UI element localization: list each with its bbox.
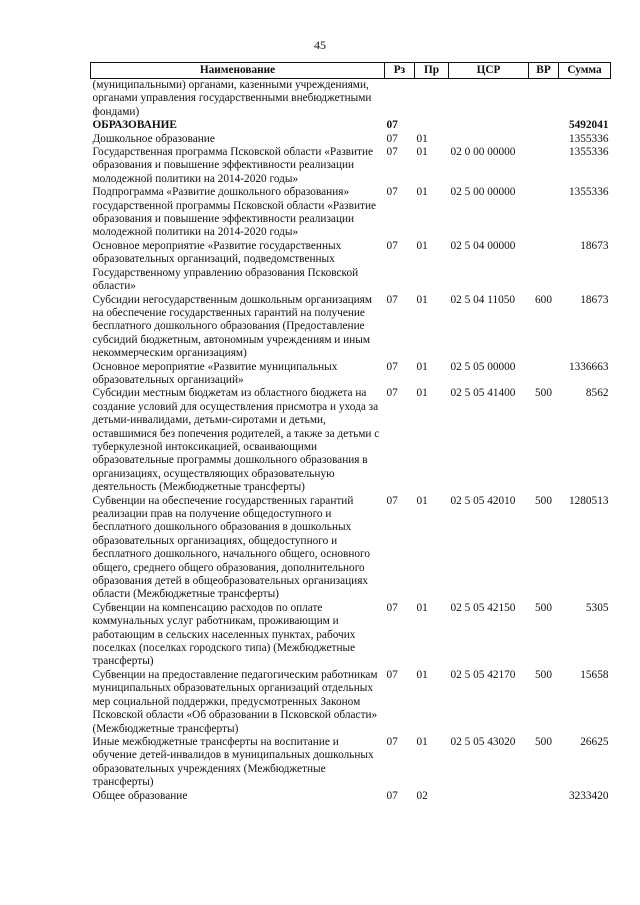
cell-name: (муниципальными) органами, казенными учреждениями, органами управления государственными внебюджетными фондами) [92, 79, 372, 118]
table-row [91, 146, 611, 186]
cell-rz: 07 [386, 132, 398, 145]
cell-sum: 5305 [585, 601, 609, 614]
cell-sum: 5492041 [568, 119, 609, 132]
cell-rz: 07 [386, 735, 398, 748]
cell-pr: 01 [416, 132, 428, 145]
table-row [91, 294, 611, 361]
cell-sum: 18673 [580, 293, 609, 306]
cell-csr [449, 79, 529, 120]
cell-rz: 07 [386, 360, 398, 373]
cell-sum: 1355336 [568, 146, 609, 159]
cell-vr [529, 361, 559, 388]
table-row [91, 361, 611, 388]
cell-csr: 02 5 05 42170 [450, 668, 516, 681]
cell-name: Подпрограмма «Развитие дошкольного образования» государственной программы Псковской области «Развитие образования и повышение эффективности реализации молодежной политики на 2014-2020 годы» [92, 186, 377, 239]
cell-pr: 01 [416, 387, 428, 400]
cell-csr: 02 0 00 00000 [450, 146, 516, 159]
cell-name: Основное мероприятие «Развитие государственных образовательных организаций, подведомственных Государственному управлению образования Псковской области» [92, 239, 359, 293]
cell-pr: 01 [416, 494, 428, 507]
cell-csr [449, 119, 529, 132]
header-pr: Пр [415, 63, 449, 79]
cell-vr: 500 [535, 387, 552, 400]
cell-pr: 01 [416, 735, 428, 748]
table-body [91, 79, 611, 803]
cell-sum [559, 79, 611, 120]
cell-name: Общее образование [92, 789, 188, 802]
cell-pr: 02 [416, 789, 428, 802]
cell-rz: 07 [386, 789, 398, 802]
cell-pr: 01 [416, 239, 428, 252]
cell-sum: 3233420 [568, 789, 609, 802]
cell-csr: 02 5 05 00000 [450, 360, 516, 373]
cell-sum: 15658 [580, 668, 609, 681]
cell-name: Субсидии негосударственным дошкольным организациям на обеспечение государственных гарантий на получение бесплатного дошкольного образования (Предоставление субсидий бюджетным, автономным учреждениям и иным некоммерческим организациям) [92, 293, 373, 360]
table-row [91, 736, 611, 790]
cell-pr: 01 [416, 293, 428, 306]
budget-table [90, 62, 611, 803]
cell-vr [529, 186, 559, 240]
cell-rz: 07 [386, 119, 398, 132]
cell-name: Основное мероприятие «Развитие муниципальных образовательных организаций» [92, 360, 338, 386]
table-row [91, 240, 611, 294]
table-header [91, 63, 611, 79]
cell-name: Дошкольное образование [92, 132, 215, 145]
cell-rz: 07 [386, 494, 398, 507]
cell-rz [385, 79, 415, 120]
cell-sum: 18673 [580, 239, 609, 252]
cell-rz: 07 [386, 387, 398, 400]
table-row [91, 119, 611, 132]
cell-pr [415, 79, 449, 120]
header-csr: ЦСР [449, 63, 529, 79]
cell-rz: 07 [386, 146, 398, 159]
header-sum: Сумма [559, 63, 611, 79]
cell-vr: 500 [535, 494, 552, 507]
cell-pr: 01 [416, 668, 428, 681]
cell-pr [415, 119, 449, 132]
table-row [91, 602, 611, 669]
cell-pr: 01 [416, 601, 428, 614]
cell-name: Государственная программа Псковской области «Развитие образования и повышение эффективности реализации молодежной политики на 2014-2020 годы» [92, 146, 374, 185]
cell-vr: 500 [535, 601, 552, 614]
cell-vr [529, 240, 559, 294]
table-row [91, 133, 611, 146]
cell-vr: 500 [535, 735, 552, 748]
cell-vr [529, 119, 559, 132]
cell-sum: 1280513 [568, 494, 609, 507]
cell-vr [529, 79, 559, 120]
cell-rz: 07 [386, 293, 398, 306]
table-row [91, 669, 611, 736]
table-row [91, 495, 611, 602]
cell-csr: 02 5 04 00000 [450, 239, 516, 252]
cell-csr: 02 5 05 43020 [450, 735, 516, 748]
cell-vr [529, 790, 559, 803]
cell-csr [449, 790, 529, 803]
cell-vr [529, 133, 559, 146]
cell-sum: 8562 [585, 387, 609, 400]
cell-name: Субвенции на компенсацию расходов по оплате коммунальных услуг работникам, проживающим и работающим в сельских населенных пунктах, рабочих поселках (поселках городского типа) (Межбюджетные трансферты) [92, 601, 356, 668]
cell-vr [529, 146, 559, 186]
cell-name: ОБРАЗОВАНИЕ [92, 119, 177, 132]
cell-name: Субвенции на предоставление педагогическим работникам муниципальных образовательных организаций отдельных мер социальной поддержки, предусмотренных Законом Псковской области «Об образовании в Псковской области» (Межбюджетные трансферты) [92, 668, 378, 735]
cell-name: Субвенции на обеспечение государственных гарантий реализации прав на получение общедоступного и бесплатного дошкольного образования в дошкольных образовательных организациях, общедоступного и бесплатного дошкольного, начального общего, основного общего, среднего общего образования, дополнительного образования детей в общеобразовательных организациях области (Межбюджетные трансферты) [92, 494, 371, 601]
cell-pr: 01 [416, 186, 428, 199]
cell-csr: 02 5 05 42150 [450, 601, 516, 614]
cell-sum: 1355336 [568, 132, 609, 145]
cell-name: Субсидии местным бюджетам из областного бюджета на создание условий для осуществления присмотра и ухода за детьми-инвалидами, детьми-сиротами и детьми, оставшимися без попечения родителей, а также за детьми с туберкулезной интоксикацией, осваивающими образовательные программы дошкольного образования в организациях, осуществляющих образовательную деятельность (Межбюджетные трансферты) [92, 387, 380, 494]
cell-csr: 02 5 04 11050 [450, 293, 516, 306]
cell-sum: 26625 [580, 735, 609, 748]
cell-rz: 07 [386, 668, 398, 681]
cell-vr: 500 [535, 668, 552, 681]
header-name: Наименование [91, 63, 385, 79]
cell-sum: 1336663 [568, 360, 609, 373]
cell-csr [449, 133, 529, 146]
cell-sum: 1355336 [568, 186, 609, 199]
cell-pr: 01 [416, 360, 428, 373]
header-vr: ВР [529, 63, 559, 79]
table-row [91, 186, 611, 240]
cell-rz: 07 [386, 186, 398, 199]
cell-rz: 07 [386, 239, 398, 252]
table-row [91, 79, 611, 120]
header-rz: Рз [385, 63, 415, 79]
cell-csr: 02 5 05 41400 [450, 387, 516, 400]
table-row [91, 387, 611, 494]
cell-pr: 01 [416, 146, 428, 159]
cell-vr: 600 [535, 293, 552, 306]
cell-csr: 02 5 00 00000 [450, 186, 516, 199]
cell-csr: 02 5 05 42010 [450, 494, 516, 507]
cell-name: Иные межбюджетные трансферты на воспитание и обучение детей-инвалидов в муниципальных дошкольных образовательных учреждениях (Межбюджетные трансферты) [92, 735, 374, 789]
table-row [91, 790, 611, 803]
cell-rz: 07 [386, 601, 398, 614]
page-number: 45 [314, 38, 326, 52]
